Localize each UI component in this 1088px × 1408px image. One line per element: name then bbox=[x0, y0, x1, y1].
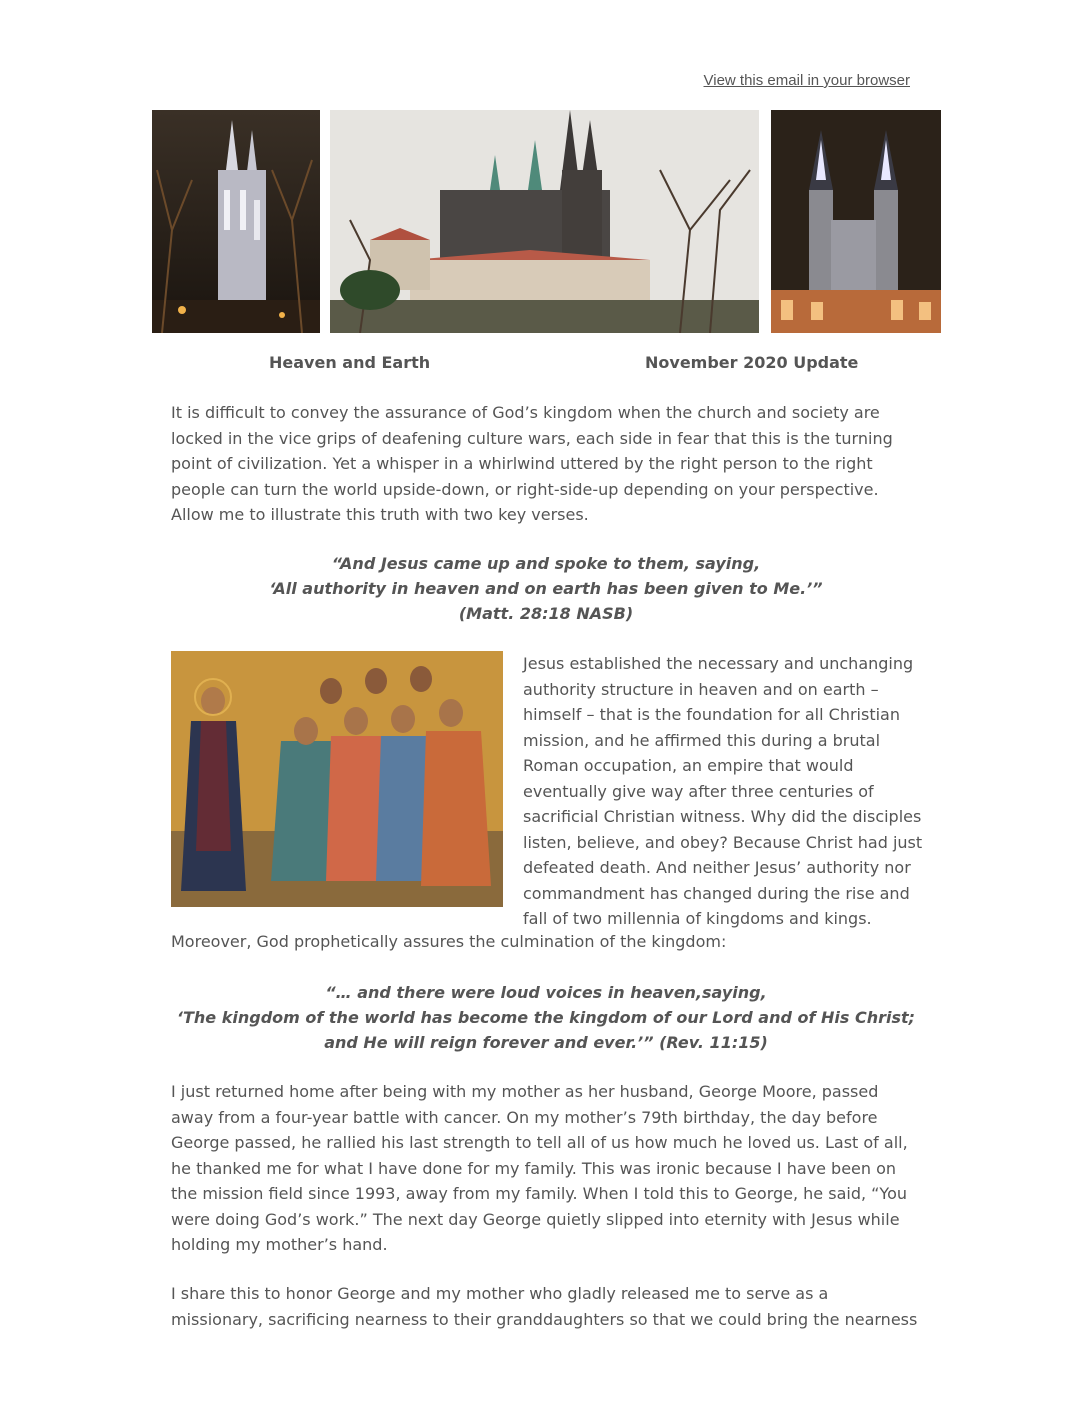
cathedral-night-photo bbox=[152, 110, 320, 333]
authority-paragraph: Jesus established the necessary and unchanging authority structure in heaven and on earth – himself – that is the foundation for all Christian mission, and he affirmed this during a brutal Roman occupation, an empire that would eventually give way after three centuries of sacrificial Christian witness. Why did the disciples listen, believe, and obey? Because Christ had just defeated death. And neither Jesus’ authority nor commandment has changed during the rise and fall of two millennia of kingdoms and kings. bbox=[523, 654, 923, 928]
view-in-browser-link[interactable]: View this email in your browser bbox=[703, 72, 910, 89]
scripture-quote-matthew bbox=[171, 551, 921, 626]
tyn-church-night-photo bbox=[771, 110, 941, 333]
prague-castle-photo bbox=[330, 110, 759, 333]
quote-line: “And Jesus came up and spoke to them, saying, bbox=[331, 554, 761, 573]
quote-line: and He will reign forever and ever.’” (Rev. 11:15) bbox=[324, 1033, 768, 1052]
quote-reference: (Matt. 28:18 NASB) bbox=[458, 604, 634, 623]
intro-paragraph: It is difficult to convey the assurance of God’s kingdom when the church and society are locked in the vice grips of deafening culture wars, each side in fear that this is the turning point of civilization. Yet a whisper in a whirlwind uttered by the right person to the right people can turn the world upside-down, or right-side-up depending on your perspective. Allow me to illustrate this truth with two key verses. bbox=[171, 403, 893, 524]
george-paragraph: I just returned home after being with my mother as her husband, George Moore, passed away from a four-year battle with cancer. On my mother’s 79th birthday, the day before George passed, he rallied his last strength to tell all of us how much he loved us. Last of all, he thanked me for what I have done for my family. This was ironic because I have been on the mission field since 1993, away from my family. When I told this to George, he said, “You were doing God’s work.” The next day George quietly slipped into eternity with Jesus while holding my mother’s hand. bbox=[171, 1082, 908, 1254]
moreover-paragraph: Moreover, God prophetically assures the culmination of the kingdom: bbox=[171, 932, 727, 951]
newsletter-date: November 2020 Update bbox=[645, 353, 859, 372]
honor-paragraph: I share this to honor George and my mother who gladly released me to serve as a missionary, sacrificing nearness to their granddaughters so that we could bring the nearness bbox=[171, 1284, 918, 1329]
quote-line: “… and there were loud voices in heaven,saying, bbox=[325, 983, 767, 1002]
quote-line: ‘All authority in heaven and on earth has been given to Me.’” bbox=[269, 579, 823, 598]
christ-appearing-to-apostles-painting bbox=[171, 651, 503, 907]
quote-line: ‘The kingdom of the world has become the kingdom of our Lord and of His Christ; bbox=[176, 1008, 916, 1027]
scripture-quote-revelation bbox=[171, 980, 921, 1055]
newsletter-title: Heaven and Earth bbox=[269, 353, 431, 372]
